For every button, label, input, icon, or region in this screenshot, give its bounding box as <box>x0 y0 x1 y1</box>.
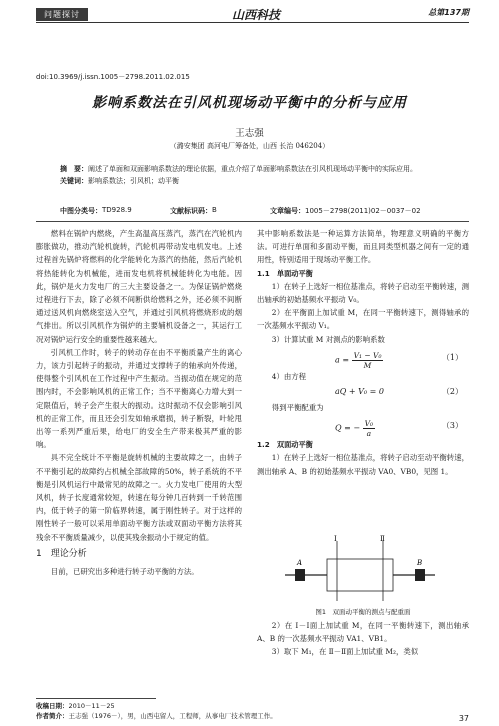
equation-number: （2） <box>441 387 463 397</box>
equation-2 <box>257 384 469 400</box>
step: 3）计算试重 M 对测点的影响系数 <box>271 334 385 344</box>
paragraph: 引风机工作时，转子的转动存在由不平衡质量产生的离心力，该力引起转子的振动，并通过支撑转子的轴承向外传递，使得整个引风机在工作过程中产生振动。当振动值在规定的范围内时，不会影响风机的正常工作；当不平衡离心力增大到一定限值后，转子会产生很大的振动。这时振动不仅会影响引风机的正常工作，而且还会引发如轴承磨损，转子断裂，叶轮甩出等一系列严重后果，给电厂的安全生产带来极其严重的影响。 <box>36 347 242 450</box>
paragraph: 目前，已研究出多种进行转子动平衡的方法。 <box>50 567 199 577</box>
equation-1 <box>257 347 469 369</box>
step: 1）在转子上选好一相位基准点，将转子启动至平衡转速，测出轴承的初始基频水平振动 V₀。 <box>257 281 469 305</box>
step: 3）取下 M₁，在 Ⅱ－Ⅱ面上加试重 M₂，类似 <box>271 647 419 657</box>
header-rule <box>36 22 469 23</box>
equation-number: （3） <box>441 421 463 431</box>
equation-3 <box>257 415 469 437</box>
section-tag: 问题探讨 <box>36 8 88 21</box>
abstract-text: 阐述了单面和双面影响系数法的理论依据，重点介绍了单面影响系数法在引风机现场动平衡中的实际应用。 <box>88 165 417 173</box>
document-code: 文献标识码： B <box>170 206 217 215</box>
abstract <box>60 163 460 187</box>
keywords-text: 影响系数法；引风机；动平衡 <box>88 177 179 185</box>
bearing-b-block <box>415 569 425 581</box>
keywords-label: 关键词： <box>60 177 88 185</box>
equation-number: （1） <box>441 352 463 362</box>
step: 2）在 Ⅰ－Ⅰ面上加试重 M，在同一平衡转速下，测出轴承 A、B 的一次基频水平振动 VA1、VB1。 <box>257 621 469 644</box>
equation-lhs: a = <box>335 355 350 365</box>
rotor-balancing-diagram <box>275 535 445 605</box>
plane-1-label: Ⅰ <box>334 535 337 543</box>
paragraph: 其中影响系数法是一种运算方法简单，物理意义明确的平衡方法。可进行单面和多面动平衡，而且同类型机器之间有一定的通用性，特别适用于现场动平衡工作。 <box>257 229 469 265</box>
article-number: 文章编号： 1005－2798(2011)02－0037－02 <box>270 207 421 215</box>
page-number: 37 <box>458 714 469 723</box>
abstract-body <box>60 163 460 175</box>
fraction-denominator: a <box>366 429 372 439</box>
footnote-rule <box>36 698 156 699</box>
right-column <box>257 227 469 478</box>
doi: doi:10.3969/j.issn.1005－2798.2011.02.015 <box>36 73 190 81</box>
subsection-heading: 1.1 单面动平衡 <box>257 268 313 278</box>
plane-2-label: Ⅱ <box>380 535 385 543</box>
right-column-continued <box>257 619 469 659</box>
paragraph: 具不完全统计不平衡是旋转机械的主要故障之一，由转子不平衡引起的故障约占机械全部故障的50%，转子系统的不平衡是引风机运行中最常见的故障之一。火力发电厂使用的大型风机，转子长度通常较短，转速在每分钟几百转到一千转范围内，低于转子的第一阶临界转速，属于刚性转子。对于这样的刚性转子一般可以采用单面动平衡方法或双面动平衡方法将其残余不平衡质量减少，以使其残余振动小于规定的值。 <box>36 453 242 542</box>
step: 1）在转子上选好一相位基准点，将转子启动至动平衡转速，测出轴承 A、B 的初始基频水平振动 VA0、VB0，见图 1。 <box>257 453 469 476</box>
bearing-a-label: A <box>297 559 303 567</box>
running-header <box>0 0 499 28</box>
fraction-denominator: M <box>363 360 372 370</box>
equation-body: aQ + V₀ = 0 <box>335 387 384 397</box>
article-title: 影响系数法在引风机现场动平衡中的分析与应用 <box>92 95 407 111</box>
step: 2）在平衡面上加试重 M，在同一平衡转速下，测得轴承的一次基频水平振动 V₁。 <box>257 308 469 331</box>
section-heading: 1 理论分析 <box>36 548 87 559</box>
issue-number: 总第137期 <box>428 8 469 17</box>
paragraph: 燃料在锅炉内燃烧，产生高温高压蒸汽，蒸汽在汽轮机内膨胀做功，推动汽轮机旋转，汽轮机再带动发电机发电。上述过程首先锅炉将燃料的化学能转化为蒸汽的热能，然后汽轮机将热能转化为机械能，进而发电机将机械能转化为电能。因此，锅炉是火力发电厂的三大主要设备之一。为保证锅炉燃烧过程进行下去，除了必须不间断供给燃料之外，还必须不间断通过送风机向燃烧室送入空气，并通过引风机将燃烧形成的烟气排出。所以引风机作为锅炉的主要辅机设备之一，其运行工况对锅炉运行安全的重要性越来越大。 <box>36 229 242 344</box>
step: 得到平衡配重为 <box>271 403 324 413</box>
fraction-numerator: V₁ − V₀ <box>353 350 382 360</box>
subsection-heading: 1.2 双面动平衡 <box>257 440 313 450</box>
keywords <box>60 175 460 187</box>
step: 4）由方程 <box>271 371 307 381</box>
footnote-author: 作者简介：王志强（1976－），男，山西屯留人，工程师，从事电厂技术管理工作。 <box>36 712 277 720</box>
left-column <box>36 227 242 578</box>
fraction-numerator: V₀ <box>364 419 374 429</box>
abstract-label: 摘 要： <box>60 165 88 173</box>
bearing-b-label: B <box>417 559 423 567</box>
abstract-divider <box>36 221 469 222</box>
equation-lhs: Q = − <box>335 423 361 433</box>
clc-number: 中图分类号： TD928.9 <box>60 206 132 215</box>
figure-caption: 图1 双面动平衡的测点与配重面 <box>315 608 411 616</box>
author-name: 王志强 <box>235 128 264 139</box>
footnote-received: 收稿日期：2010－11－25 <box>36 702 115 710</box>
journal-logo: 山西科技 <box>232 8 281 22</box>
author-affiliation: （潞安集团 高河电厂筹备处，山西 长治 046204） <box>169 142 330 150</box>
bearing-a-block <box>295 569 305 581</box>
